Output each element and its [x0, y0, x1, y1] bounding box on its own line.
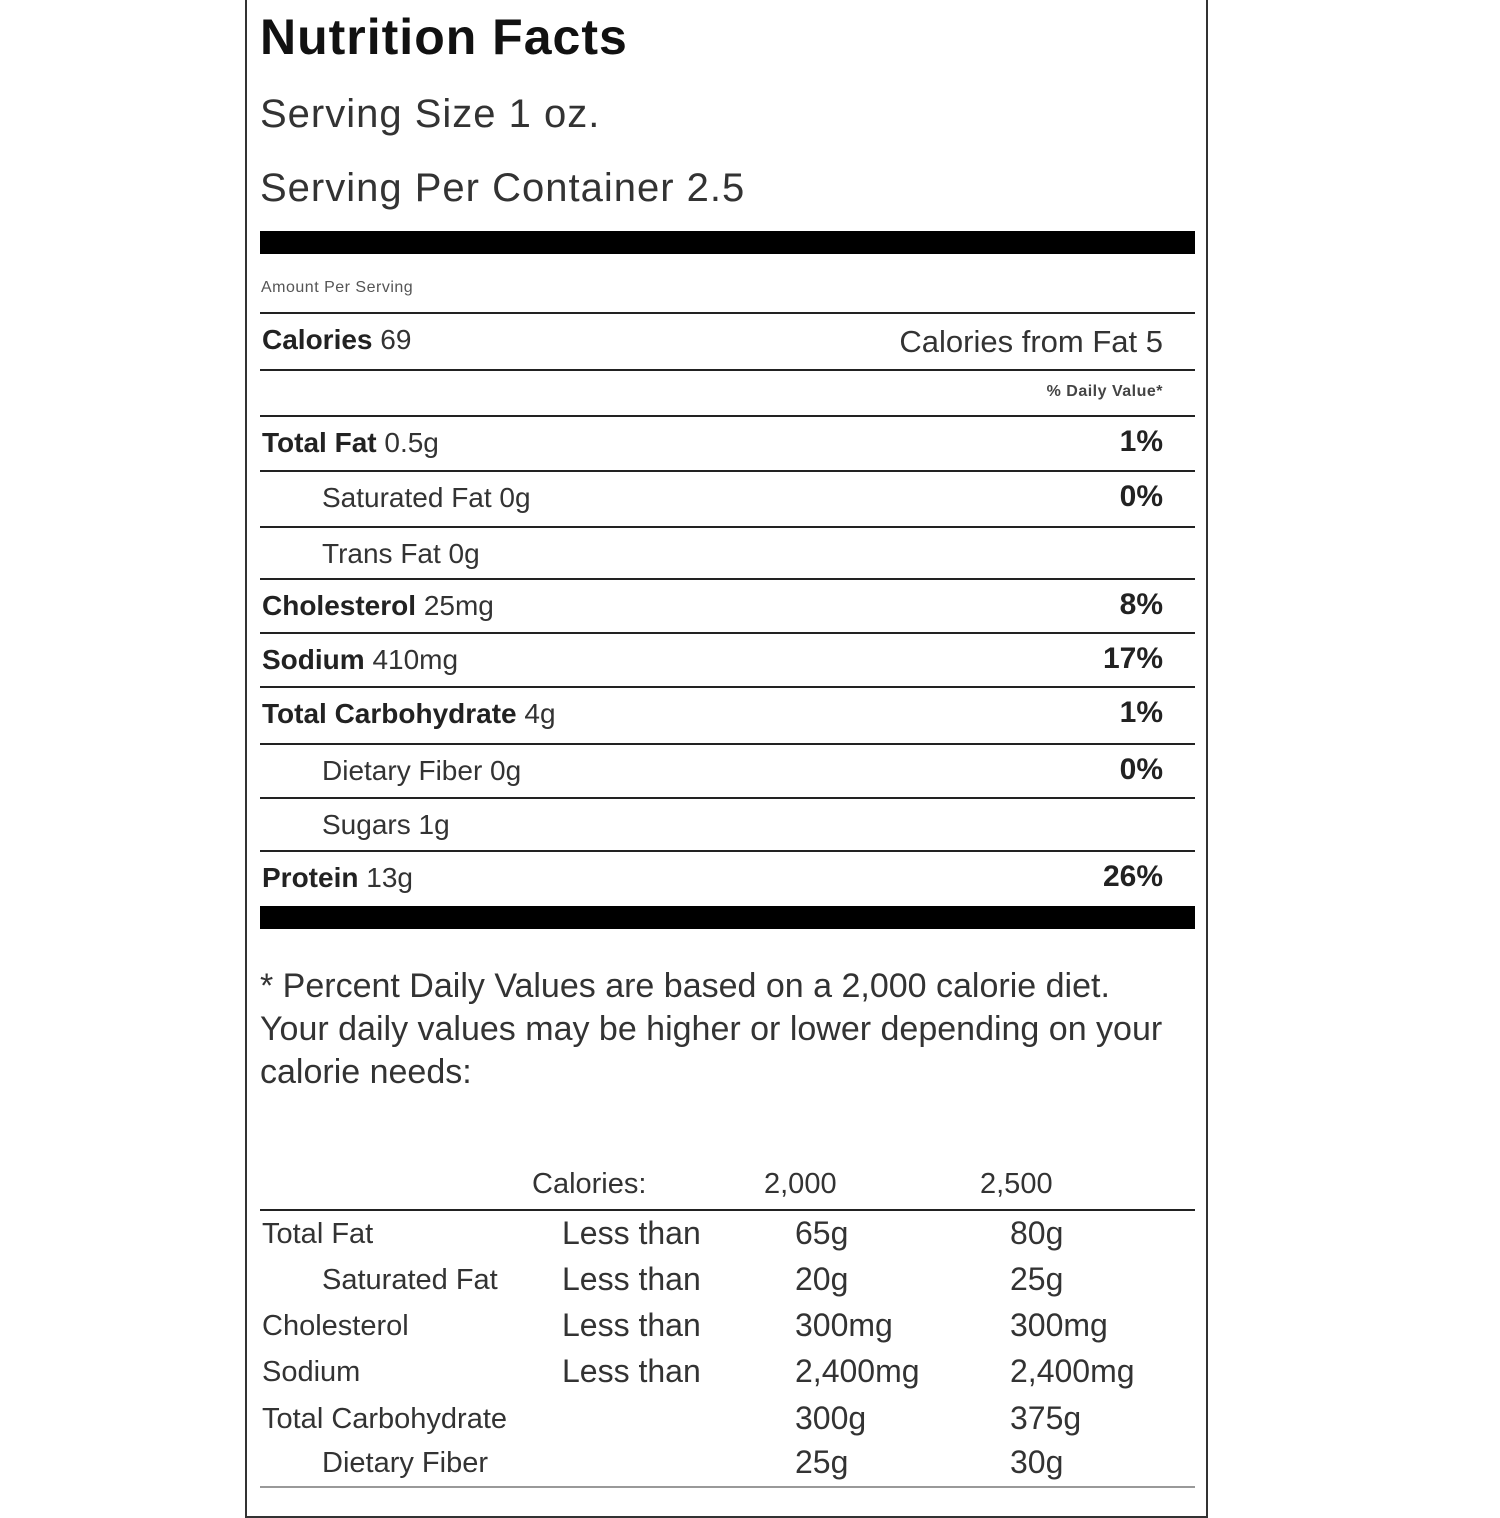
nutrient-name: Total Fat	[262, 427, 377, 458]
nutrient-daily-value: 0%	[1119, 480, 1163, 513]
dv-row-2000: 65g	[795, 1215, 849, 1251]
nutrient-row	[260, 850, 1195, 906]
nutrient-daily-value: 17%	[1102, 642, 1163, 675]
footnote: * Percent Daily Values are based on a 2,000 calorie diet. Your daily values may be higher or lower depending on your calorie needs:	[260, 967, 1163, 1091]
amount-per-serving: Amount Per Serving	[261, 279, 414, 296]
thick-divider-bottom	[260, 906, 1195, 929]
nutrient-name: Dietary Fiber 0g	[322, 755, 522, 786]
dv-table-rule	[260, 1209, 1195, 1211]
calories-row	[260, 312, 1195, 370]
servings-per-container: Serving Per Container 2.5	[260, 166, 746, 210]
nutrient-row	[260, 526, 1195, 578]
dv-row-name: Cholesterol	[262, 1310, 409, 1342]
serving-size: Serving Size 1 oz.	[260, 92, 601, 136]
nutrient-name: Cholesterol	[262, 590, 417, 621]
nutrient-row	[260, 797, 1195, 850]
thick-divider-top	[260, 231, 1195, 254]
nutrient-amount: 0.5g	[384, 427, 439, 458]
nutrient-row	[260, 743, 1195, 797]
nutrient-name: Saturated Fat 0g	[322, 482, 531, 513]
dv-table-row	[260, 1261, 1195, 1305]
label-title: Nutrition Facts	[260, 9, 628, 65]
nutrient-daily-value: 1%	[1119, 425, 1163, 458]
dv-row-qualifier: Less than	[562, 1307, 701, 1343]
dv-table-row	[260, 1215, 1195, 1259]
dv-row-2000: 2,400mg	[795, 1353, 920, 1389]
dv-table-row	[260, 1353, 1195, 1397]
dv-table-row	[260, 1444, 1195, 1488]
dv-row-2500: 80g	[1010, 1215, 1064, 1251]
calories-label: Calories	[262, 324, 373, 355]
nutrient-name: Sodium	[262, 644, 365, 675]
nutrient-row	[260, 470, 1195, 526]
nutrient-daily-value: 0%	[1119, 753, 1163, 786]
dv-table-row	[260, 1307, 1195, 1351]
nutrient-daily-value: 26%	[1102, 860, 1163, 893]
dv-row-2000: 25g	[795, 1444, 849, 1480]
dv-row-name: Dietary Fiber	[322, 1447, 488, 1479]
dv-table-bottom-rule	[260, 1486, 1195, 1488]
dv-row-name: Sodium	[262, 1356, 361, 1388]
dv-row-qualifier: Less than	[562, 1261, 701, 1297]
daily-value-header-row	[260, 369, 1195, 416]
nutrient-amount: 410mg	[372, 644, 459, 675]
dv-row-name: Total Carbohydrate	[262, 1403, 508, 1435]
dv-row-2500: 25g	[1010, 1261, 1064, 1297]
dv-row-2500: 300mg	[1010, 1307, 1108, 1343]
daily-value-header: % Daily Value*	[1046, 383, 1163, 400]
dv-calories-label: Calories:	[532, 1168, 647, 1200]
nutrient-row	[260, 632, 1195, 686]
nutrient-name: Protein	[262, 862, 359, 893]
nutrient-daily-value: 8%	[1119, 588, 1163, 621]
dv-row-2500: 375g	[1010, 1400, 1082, 1436]
nutrient-name: Trans Fat 0g	[322, 538, 480, 569]
calories-from-fat: Calories from Fat 5	[899, 324, 1163, 359]
nutrient-amount: 25mg	[423, 590, 494, 621]
nutrient-row	[260, 415, 1195, 470]
nutrient-name: Total Carbohydrate	[262, 698, 517, 729]
dv-col-2500: 2,500	[980, 1168, 1053, 1200]
dv-row-name: Saturated Fat	[322, 1264, 498, 1296]
dv-row-2500: 30g	[1010, 1444, 1064, 1480]
dv-row-2000: 300mg	[795, 1307, 893, 1343]
nutrient-row	[260, 578, 1195, 632]
dv-row-name: Total Fat	[262, 1218, 374, 1250]
nutrient-amount: 13g	[366, 862, 413, 893]
nutrition-label	[245, 0, 1208, 1518]
dv-table-row	[260, 1400, 1195, 1444]
nutrient-name: Sugars 1g	[322, 809, 450, 840]
dv-row-2500: 2,400mg	[1010, 1353, 1135, 1389]
nutrient-amount: 4g	[524, 698, 556, 729]
calories-value: 69	[380, 324, 412, 355]
dv-row-qualifier: Less than	[562, 1215, 701, 1251]
dv-col-2000: 2,000	[764, 1168, 837, 1200]
dv-row-qualifier: Less than	[562, 1353, 701, 1389]
dv-table-header	[260, 1168, 1195, 1210]
dv-row-2000: 300g	[795, 1400, 867, 1436]
dv-row-2000: 20g	[795, 1261, 849, 1297]
nutrient-daily-value: 1%	[1119, 696, 1163, 729]
nutrient-row	[260, 686, 1195, 743]
